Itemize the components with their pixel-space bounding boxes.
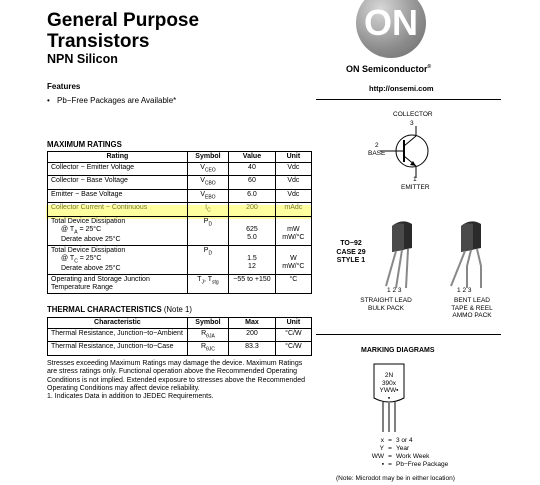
cell-rating: Operating and Storage Junction Temperature Range xyxy=(48,275,188,294)
legend-item: Y = Year xyxy=(379,445,410,452)
cell-max: 83.3 xyxy=(229,342,276,355)
col-characteristic: Characteristic xyxy=(48,318,188,329)
legend-item: ▪ = Pb−Free Package xyxy=(381,461,449,468)
on-logo: ON xyxy=(356,0,426,58)
col-max: Max xyxy=(229,318,276,329)
legend-item: x = 3 or 4 xyxy=(380,437,413,444)
brand-name: ON Semiconductor® xyxy=(346,64,432,74)
cell-value: 60 xyxy=(229,176,276,189)
cell-unit: mAdc xyxy=(275,203,311,216)
cell-value: −55 to +150 xyxy=(229,275,276,294)
cell-symbol: $V_{EBO}$ xyxy=(187,189,228,202)
cell-symbol: $V_{CBO}$ xyxy=(187,176,228,189)
cell-symbol: $P_D$ xyxy=(187,216,228,245)
max-ratings-heading: MAXIMUM RATINGS xyxy=(47,140,122,149)
marking-legend xyxy=(362,437,448,469)
cell-value: 40 xyxy=(229,163,276,176)
cell-symbol: $R_{\theta JC}$ xyxy=(187,342,228,355)
cell-characteristic: Thermal Resistance, Junction−to−Case xyxy=(48,342,188,355)
title-line-2: Transistors xyxy=(47,31,150,52)
bullet-icon: • xyxy=(47,96,50,105)
table-header-row xyxy=(48,318,312,329)
table-row xyxy=(48,245,312,274)
divider xyxy=(316,99,501,100)
emitter-pin: 1 xyxy=(413,176,417,183)
cell-value: 200 xyxy=(229,203,276,216)
cell-symbol: $R_{\theta JA}$ xyxy=(187,329,228,342)
package-label: TO−92 CASE 29 STYLE 1 xyxy=(336,240,366,264)
legend-item: WW = Work Week xyxy=(371,453,430,460)
marking-heading: MARKING DIAGRAMS xyxy=(361,347,435,354)
col-symbol: Symbol xyxy=(187,318,228,329)
col-unit: Unit xyxy=(275,152,311,163)
bent-lead-label: BENT LEAD TAPE & REEL AMMO PACK xyxy=(451,297,493,319)
cell-symbol: $I_C$ xyxy=(187,203,228,216)
emitter-label: EMITTER xyxy=(401,184,430,191)
stress-note: Stresses exceeding Maximum Ratings may damage the device. Maximum Ratings are stress ratings only. Functional operation above the Recommended Operating Conditions is not implied. Extended exposure to stresses above the Recommended Operating Conditions may affect device reliability. xyxy=(47,360,305,392)
cell-unit: mW mW/°C xyxy=(275,216,311,245)
cell-rating: Total Device Dissipation @ $T_C = 25^\circ C$ Derate above 25°C xyxy=(48,245,188,274)
feature-text: Pb−Free Packages are Available* xyxy=(57,96,177,105)
marking-text: 2N 390x YWW▪ ▪ xyxy=(379,372,399,402)
cell-unit: W mW/°C xyxy=(275,245,311,274)
table-row xyxy=(48,189,312,202)
cell-rating: Collector Current − Continuous xyxy=(48,203,188,216)
to92-bent-icon xyxy=(447,218,497,293)
table-row xyxy=(48,342,312,355)
cell-unit: Vdc xyxy=(275,189,311,202)
cell-value: 625 5.0 xyxy=(229,216,276,245)
thermal-table xyxy=(47,317,312,356)
table-header-row xyxy=(48,152,312,163)
title-line-1: General Purpose xyxy=(47,10,200,31)
col-symbol: Symbol xyxy=(187,152,228,163)
base-pin: 2 xyxy=(375,142,379,149)
table-row xyxy=(48,329,312,342)
base-label: BASE xyxy=(368,150,386,157)
table-row xyxy=(48,176,312,189)
page-title xyxy=(47,10,307,52)
cell-characteristic: Thermal Resistance, Junction−to−Ambient xyxy=(48,329,188,342)
features-heading: Features xyxy=(47,82,81,91)
table-row xyxy=(48,216,312,245)
feature-item xyxy=(47,96,176,105)
divider xyxy=(316,334,501,335)
col-unit: Unit xyxy=(275,318,311,329)
max-ratings-table xyxy=(47,151,312,294)
straight-pin-labels: 1 2 3 xyxy=(387,287,402,294)
website-link[interactable]: http://onsemi.com xyxy=(369,84,434,93)
collector-label: COLLECTOR xyxy=(393,111,433,118)
notes xyxy=(47,360,311,401)
note-1: 1. Indicates Data in addition to JEDEC Requirements. xyxy=(47,393,214,401)
table-row xyxy=(48,163,312,176)
cell-unit: °C/W xyxy=(275,329,311,342)
cell-rating: Collector − Base Voltage xyxy=(48,176,188,189)
cell-rating: Collector − Emitter Voltage xyxy=(48,163,188,176)
cell-unit: Vdc xyxy=(275,176,311,189)
cell-max: 200 xyxy=(229,329,276,342)
cell-symbol: $T_J$, $T_{stg}$ xyxy=(187,275,228,294)
to92-straight-icon xyxy=(378,218,428,293)
cell-unit: °C xyxy=(275,275,311,294)
collector-pin: 3 xyxy=(410,120,414,127)
marking-note: (Note: Microdot may be in either location) xyxy=(336,475,455,482)
cell-rating: Emitter − Base Voltage xyxy=(48,189,188,202)
cell-symbol: $V_{CEO}$ xyxy=(187,163,228,176)
cell-rating: Total Device Dissipation @ $T_A = 25^\circ C$ Derate above 25°C xyxy=(48,216,188,245)
straight-lead-label: STRAIGHT LEAD BULK PACK xyxy=(360,297,412,312)
bent-pin-labels: 1 2 3 xyxy=(457,287,472,294)
cell-unit: Vdc xyxy=(275,163,311,176)
cell-value: 1.5 12 xyxy=(229,245,276,274)
col-rating: Rating xyxy=(48,152,188,163)
npn-transistor-icon xyxy=(380,126,440,178)
thermal-heading: THERMAL CHARACTERISTICS (Note 1) xyxy=(47,305,192,314)
table-row-highlighted xyxy=(48,203,312,216)
page-subtitle: NPN Silicon xyxy=(47,52,118,66)
col-value: Value xyxy=(229,152,276,163)
cell-unit: °C/W xyxy=(275,342,311,355)
table-row xyxy=(48,275,312,294)
cell-value: 6.0 xyxy=(229,189,276,202)
cell-symbol: $P_D$ xyxy=(187,245,228,274)
